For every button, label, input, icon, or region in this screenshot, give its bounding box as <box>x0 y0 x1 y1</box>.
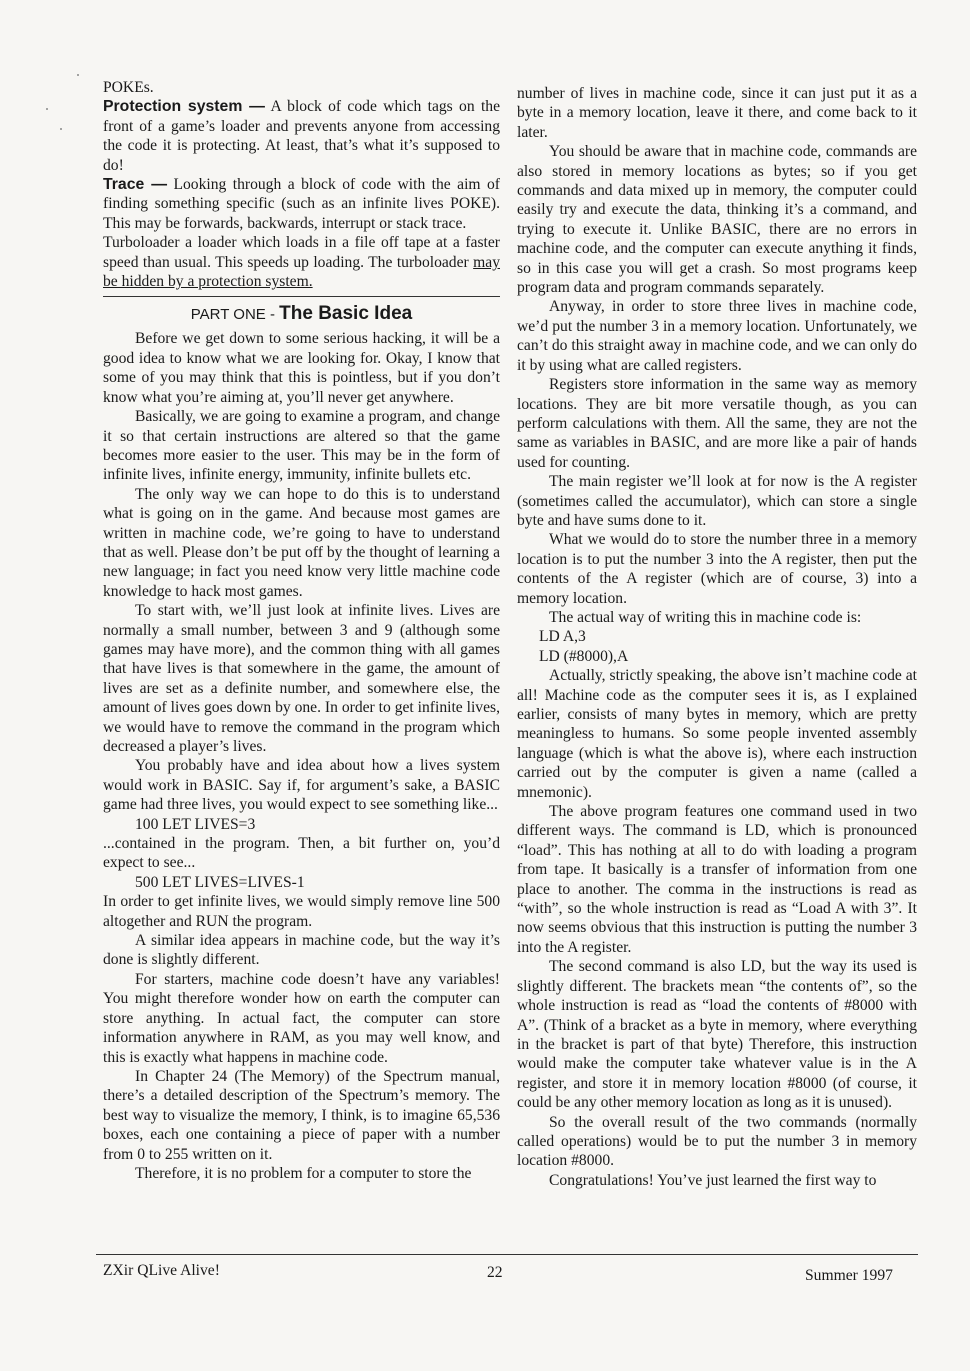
scan-speck <box>46 108 48 110</box>
scan-speck <box>77 74 79 76</box>
section-heading <box>103 303 500 325</box>
paragraph: To start with, we’ll just look at infinite lives. Lives are normally a small number, between 3 and 9 (although some games may have more), and the common thing with all games that have lives is that somewhere in the game, the amount of lives are set as a definite number, and somewhere else, the amount of lives goes down by one. In order to get infinite lives, we would have to remove the command in the program which decreased a player’s lives. <box>103 602 500 755</box>
glossary-definition: A block of code which tags on the front of a game’s loader and prevents anyone from accessing the code it is protecting. At least, that’s what it’s supposed to do! <box>103 98 501 174</box>
paragraph: Before we get down to some serious hacking, it will be a good idea to know what we are looking for. Okay, I know that some of you may think that this is pointless, but if you don’t know what you’re aiming at, you’ll never get anywhere. <box>103 330 500 406</box>
paragraph: ...contained in the program. Then, a bit further on, you’d expect to see... <box>103 835 500 872</box>
code-line: 500 LET LIVES=LIVES-1 <box>135 873 305 891</box>
section-heading-title: The Basic Idea <box>279 303 413 325</box>
glossary-pokes: POKEs. <box>103 79 154 96</box>
glossary-turboloader <box>103 233 500 291</box>
glossary-definition-end: may be hidden by a protection system. <box>103 253 500 291</box>
paragraph: Basically, we are going to examine a program, and change it so that certain instructions are altered so that the game becomes more easier to the user. This may be in the form of infinite lives, infinite energy, immunity, infinite bullets etc. <box>103 408 500 484</box>
paragraph: Actually, strictly speaking, the above isn’t machine code at all! Machine code as the computer sees it is, as I explained earlier, consists of many bytes in memory, which are pretty meaningless to humans. So some people invented assembly language (which is what the above is), where each instruction carried out by the computer is given a name (called a mnemonic). <box>517 667 917 801</box>
paragraph: You probably have and idea about how a lives system would work in BASIC. Say if, for argument’s sake, a BASIC game had three lives, you would expect to see something like... <box>103 757 500 814</box>
glossary-term: Protection system — <box>103 98 265 116</box>
code-line: LD (#8000),A <box>539 647 629 665</box>
section-heading-prefix: PART ONE - <box>190 306 280 324</box>
paragraph: The above program features one command used in two different ways. The command is LD, which is pronounced “load”. This has nothing at all to do with loading a program from tape. It basically is a transfer of information from one place to another. The comma in the instructions is read as “with”, so the whole instruction is read as “Load A with 3”. It now seems obvious that this instruction is putting the number 3 into the A register. <box>517 803 917 956</box>
paragraph: The only way we can hope to do this is to understand what is going on in the game. And because most games are written in machine code, we’re going to have to understand that as well. Please don’t be put off by the thought of learning a new language; in fact you need know very little machine code knowledge to hack most games. <box>103 485 500 600</box>
section-divider <box>103 296 500 297</box>
paragraph: In Chapter 24 (The Memory) of the Spectrum manual, there’s a detailed description of the Spectrum’s memory. The best way to visualize the memory, I think, is to imagine 65,536 boxes, each one containing a piece of paper with a number from 0 to 255 written on it. <box>103 1067 500 1163</box>
paragraph: Congratulations! You’ve just learned the first way to <box>549 1171 877 1189</box>
paragraph: number of lives in machine code, since it can just put it as a byte in a memory location, leave it there, and come back to it later. <box>517 85 917 141</box>
paragraph: The actual way of writing this in machine code is: <box>549 608 862 626</box>
scan-speck <box>60 128 62 130</box>
glossary-definition: Turboloader a loader which loads in a file off tape at a faster speed than usual. This speeds up loading. The turboloader <box>103 234 500 271</box>
glossary-trace <box>103 175 500 233</box>
left-column <box>103 78 500 1183</box>
footer-issue-date: Summer 1997 <box>805 1267 893 1284</box>
code-line: LD A,3 <box>539 628 586 646</box>
glossary-term: Trace — <box>103 176 168 194</box>
right-column <box>517 84 917 1190</box>
paragraph: A similar idea appears in machine code, but the way it’s done is slightly different. <box>103 932 500 969</box>
footer-magazine-title: ZXir QLive Alive! <box>103 1262 220 1279</box>
paragraph: Anyway, in order to store three lives in machine code, we’d put the number 3 in a memory location. Unfortunately, we can’t do this straight away in machine code, and we can only do it by using what are called registers. <box>517 298 917 374</box>
paragraph: For starters, machine code doesn’t have any variables! You might therefore wonder how on earth the computer can store anything. In actual fact, the computer can store information anywhere in RAM, as you may well know, and this is exactly what happens in machine code. <box>103 970 500 1066</box>
glossary-protection-system <box>103 97 500 175</box>
page-number: 22 <box>487 1264 503 1281</box>
footer-divider <box>96 1254 918 1255</box>
paragraph: Registers store information in the same way as memory locations. They are bit more versatile though, as you can perform calculations with them. All the same, they are not the same as variables in BASIC, and are more like a pair of hands used for counting. <box>517 376 917 471</box>
paragraph: In order to get infinite lives, we would simply remove line 500 altogether and RUN the program. <box>103 893 500 930</box>
paragraph: The main register we’ll look at for now is the A register (sometimes called the accumulator), which can store a single byte and have sums done to it. <box>517 473 917 529</box>
paragraph: The second command is also LD, but the way its used is slightly different. The brackets mean “the contents of”, so the whole instruction is read as “load the contents of #8000 with A”. (Think of a bracket as a byte in memory, where everything in the bracket is part of that byte) Therefore, this instruction would make the computer take whatever value is in the A register, and store it in memory location #8000 (of course, it could be any other memory location as long as it is unused). <box>517 958 917 1112</box>
code-line: 100 LET LIVES=3 <box>135 815 256 833</box>
glossary-definition: Looking through a block of code with the aim of finding something specific (such as an infinite lives POKE). This may be forwards, backwards, interrupt or stack trace. <box>103 176 501 232</box>
paragraph: What we would do to store the number three in a memory location is to put the number 3 into the A register, then put the contents of the A register (which are of course, 3) into a memory location. <box>517 531 917 607</box>
paragraph: So the overall result of the two commands (normally called operations) would be to put the number 3 in memory location #8000. <box>517 1113 917 1170</box>
paragraph: You should be aware that in machine code, commands are also stored in memory locations as bytes; so if you get commands and data mixed up in memory, the computer could easily try and execute the data, thinking it’s a command, and trying to execute it. Unlike BASIC, there are no errors in machine code, and the computer can execute anything it finds, so in this case you will get a crash. So most programs keep program data and program commands separately. <box>517 143 917 297</box>
paragraph: Therefore, it is no problem for a computer to store the <box>135 1164 472 1182</box>
